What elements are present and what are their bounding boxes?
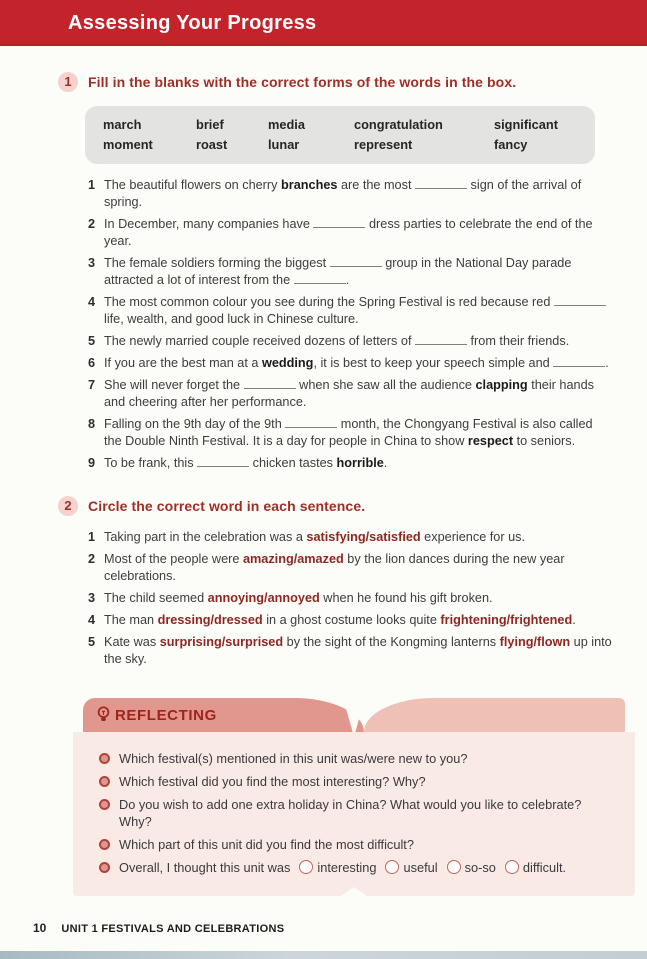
reflecting-band-left-page [83,698,364,732]
word-box-word: lunar [268,137,300,152]
word-box-word: media [268,117,305,132]
item-text [104,294,612,328]
item-number: 5 [88,635,96,649]
section-number-badge: 1 [58,72,78,92]
scan-edge-strip [0,951,647,959]
answer-blank [330,255,382,267]
page-content [58,46,614,896]
exercise-item [88,377,612,411]
text-run: The newly married couple received dozens of letters of [104,334,415,348]
text-run: chicken tastes [249,456,337,470]
item-number: 4 [88,613,96,627]
page-banner [0,0,647,46]
text-run: group in the National Day parade attracted a lot of interest from the [104,256,572,287]
section-title: Fill in the blanks with the correct forms of the words in the box. [88,74,517,90]
text-run: Which festival did you find the most interesting? Why? [119,774,426,789]
text-run: , it is best to keep your speech simple and [313,356,554,370]
word-choice: annoying/annoyed [207,591,320,605]
radio-circle-icon [447,860,461,874]
text-run: . [383,456,388,470]
text-run: . [572,613,576,627]
page-footer [33,921,284,935]
keyword-bold: wedding [261,356,314,370]
reflecting-body [73,732,635,896]
exercise-1 [58,72,614,472]
text-run: . [605,356,609,370]
answer-blank [553,355,605,367]
keyword-bold: horrible [336,456,384,470]
text-run: from their friends. [467,334,570,348]
page-number: 10 [33,921,47,935]
text-run: Do you wish to add one extra holiday in China? What would you like to celebrate? Why? [119,797,582,829]
exercise-1-items [88,177,612,472]
rating-option: useful [385,860,437,875]
reflecting-item [73,750,635,767]
text-run: The most common colour you see during the Spring Festival is red because red [104,295,554,309]
bullet-icon [99,799,110,810]
lightbulb-icon [97,706,110,724]
text-run: in a ghost costume looks quite [262,613,441,627]
item-text [104,177,612,211]
text-run: by the lion dances during the new year celebrations. [104,552,565,583]
text-run: If you are the best man at a [104,356,262,370]
item-text [119,773,617,790]
item-text [104,355,612,372]
item-number: 9 [88,456,96,470]
text-run: Which festival(s) mentioned in this unit was/were new to you? [119,751,468,766]
answer-blank [554,294,606,306]
text-run: Taking part in the celebration was a [104,530,307,544]
exercise-item [88,529,612,546]
answer-blank [415,177,467,189]
text-run: month, the Chongyang Festival is also called the Double Ninth Festival. It is a day for people in China to show [104,417,593,448]
reflecting-item [73,796,635,830]
exercise-item [88,612,612,629]
answer-blank [285,416,337,428]
item-number: 2 [88,217,96,231]
exercise-item [88,216,612,250]
reflecting-item [73,836,635,853]
text-run: She will never forget the [104,378,244,392]
text-run: dress parties to celebrate the end of the year. [104,217,593,248]
text-run: The female soldiers forming the biggest [104,256,330,270]
item-number: 5 [88,334,96,348]
exercise-item [88,177,612,211]
word-choice: amazing/amazed [242,552,344,566]
reflecting-header-band [83,698,625,732]
item-text [104,333,612,350]
word-box-word: fancy [494,137,528,152]
word-box-column [196,116,227,154]
text-run: their hands and cheering after her performance. [104,378,594,409]
word-box-word: represent [354,137,413,152]
item-text [104,455,612,472]
exercise-2-header [58,496,614,516]
item-number: 8 [88,417,96,431]
exercise-2 [58,496,614,668]
word-choice: satisfying/satisfied [306,530,421,544]
item-number: 2 [88,552,96,566]
reflecting-box [73,698,635,896]
exercise-item [88,590,612,607]
item-number: 6 [88,356,96,370]
word-box-column [494,116,558,154]
section-number-badge: 2 [58,496,78,516]
text-run: life, wealth, and good luck in Chinese culture. [104,312,359,326]
item-text [104,590,612,607]
bullet-icon [99,839,110,850]
word-choice: dressing/dressed [157,613,263,627]
item-text [104,634,612,668]
keyword-bold: clapping [475,378,528,392]
section-title: Circle the correct word in each sentence. [88,498,366,514]
word-box-column [103,116,153,154]
item-text [104,255,612,289]
text-run: In December, many companies have [104,217,314,231]
word-box-word: march [103,117,142,132]
text-run: The beautiful flowers on cherry [104,178,282,192]
item-text [104,612,612,629]
word-box-word: moment [103,137,153,152]
item-text [104,551,612,585]
word-choice: flying/flown [499,635,571,649]
text-run: Falling on the 9th day of the 9th [104,417,286,431]
rating-option: so-so [447,860,496,875]
reflecting-band-right-page [364,698,625,732]
item-number: 3 [88,591,96,605]
rating-option: interesting [299,860,376,875]
item-number: 3 [88,256,96,270]
word-choice: surprising/surprised [159,635,284,649]
radio-circle-icon [385,860,399,874]
word-box-word: congratulation [354,117,443,132]
bullet-icon [99,776,110,787]
bullet-icon [99,862,110,873]
answer-blank [197,455,249,467]
text-run: sign of the arrival of spring. [104,178,582,209]
item-number: 1 [88,178,96,192]
text-run: Kate was [104,635,160,649]
text-run: when she saw all the audience [295,378,476,392]
word-box-word: roast [196,137,228,152]
item-number: 7 [88,378,96,392]
exercise-item [88,455,612,472]
exercise-item [88,333,612,350]
text-run: up into the sky. [104,635,612,666]
exercise-item [88,416,612,450]
text-run: To be frank, this [104,456,198,470]
answer-blank [415,333,467,345]
text-run: Most of the people were [104,552,243,566]
item-text [119,750,617,767]
answer-blank [294,272,346,284]
bullet-icon [99,753,110,764]
text-run: when he found his gift broken. [319,591,493,605]
exercise-item [88,355,612,372]
word-box-word: brief [196,117,224,132]
word-box-column [354,116,443,154]
exercise-item [88,634,612,668]
exercise-item [88,255,612,289]
reflecting-item [73,773,635,790]
text-run: . [345,273,350,287]
item-text [104,416,612,450]
radio-circle-icon [505,860,519,874]
item-text [119,836,617,853]
rating-option: difficult. [505,860,566,875]
keyword-bold: branches [281,178,338,192]
word-box [85,106,595,164]
item-text [104,377,612,411]
text-run: Which part of this unit did you find the most difficult? [119,837,414,852]
text-run: Overall, I thought this unit was [119,860,291,875]
item-text [104,529,612,546]
reflecting-title: REFLECTING [115,706,217,724]
page-title: Assessing Your Progress [68,12,317,34]
answer-blank [313,216,365,228]
answer-blank [244,377,296,389]
item-text [119,859,617,876]
text-run: experience for us. [420,530,526,544]
item-number: 4 [88,295,96,309]
exercise-item [88,294,612,328]
item-number: 1 [88,530,96,544]
text-run: by the sight of the Kongming lanterns [283,635,500,649]
item-text [119,796,617,830]
reflecting-item [73,859,635,876]
text-run: The man [104,613,158,627]
keyword-bold: respect [467,434,514,448]
text-run: The child seemed [104,591,208,605]
footer-unit-title: UNIT 1 FESTIVALS AND CELEBRATIONS [61,923,285,935]
word-box-column [268,116,305,154]
exercise-2-items [88,529,612,668]
text-run: are the most [337,178,416,192]
word-choice: frightening/frightened [440,613,573,627]
text-run: to seniors. [513,434,576,448]
word-box-word: significant [494,117,558,132]
exercise-item [88,551,612,585]
radio-circle-icon [299,860,313,874]
item-text [104,216,612,250]
exercise-1-header [58,72,614,92]
